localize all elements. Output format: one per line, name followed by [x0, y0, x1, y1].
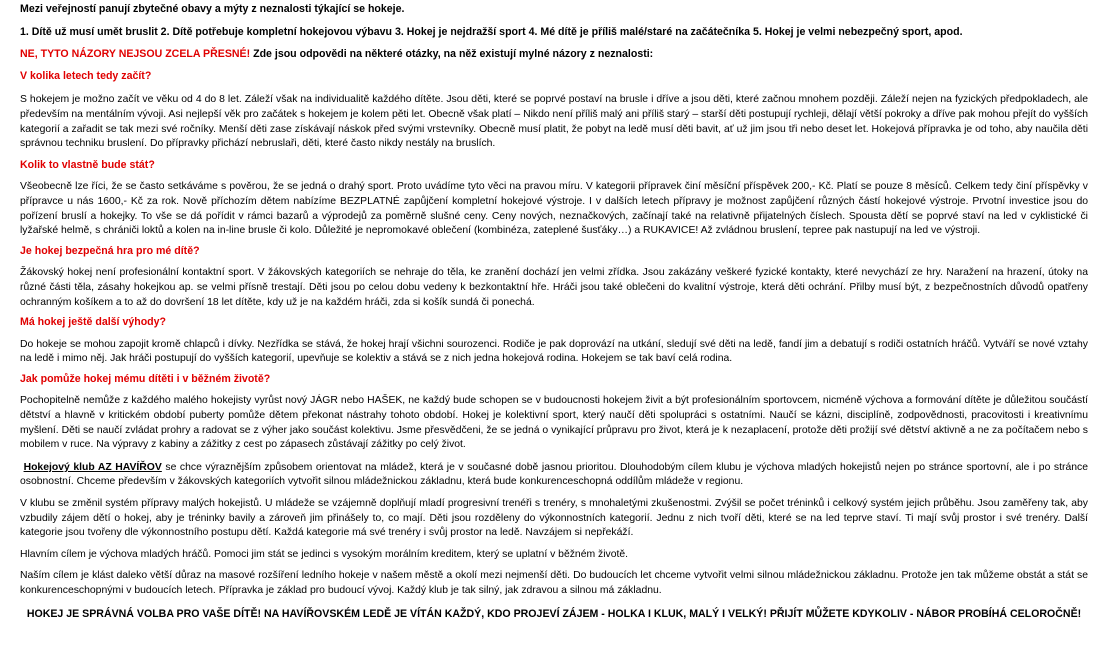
- section-text-life: Pochopitelně nemůže z každého malého hokejisty vyrůst nový JÁGR nebo HAŠEK, ne každý bude schopen se v budoucnosti hokejem živit a být profesionálním sportovcem, nicméně výchova a formování dítěte je důležitou součástí dětství a hlavně v kritickém období puberty pomůže dětem překonat nástrahy tohoto období. Hokej je kolektivní sport, který naučí děti spolupráci s ostatními. Naučí se kázni, disciplíně, zodpovědnosti, pracovitosti i kreativnímu myšlení. Děti se naučí zvládat prohry a radovat se z výher jako součást kolektivu. Jsme přesvědčeni, že se jedná o vynikající průpravu pro život, která je k nezaplacení, protože děti prožijí své dětství aktivně a ne za počítačem nebo s mobilem v ruce. Na výpravy z kabiny a zážitky z cest po zápasech zůstávají zážitky po celý život.: [20, 395, 1088, 451]
- section-heading-cost: Kolik to vlastně bude stát?: [20, 158, 155, 171]
- section-heading-safety: Je hokej bezpečná hra pro mé dítě?: [20, 244, 200, 257]
- club-paragraph: [20, 461, 1088, 490]
- club-paragraph-text: se chce výraznějším způsobem orientovat na mládež, která je v současné době jasnou prioritou. Dlouhodobým cílem klubu je výchova mladých hokejistů nejen po stránce sportovní, ale i po stránce osobnostní. Chceme především v žákovských kategoriích vytvořit silnou mládežnickou základnu, která bude konkurenceschopná oddílům mládeže v regionu.: [20, 461, 1088, 488]
- intro-answer-line: [20, 47, 1088, 62]
- base-paragraph: Naším cílem je klást daleko větší důraz na masové rozšíření ledního hokeje v našem městě a okolí mezi nejmenší děti. Do budoucích let chceme vytvořit velmi silnou mládežnickou základnu. Protože jen tak můžeme obstát a stát se konkurenceschopnými v budoucích letech. Přípravka je základ pro budoucí vývoj. Každý klub je tak silný, jak zdravou a silnou má základnu.: [20, 570, 1088, 596]
- section-text-cost: Všeobecně lze říci, že se často setkáváme s pověrou, že se jedná o drahý sport. Proto uvádíme tyto věci na pravou míru. V kategorii přípravek činí měsíční příspěvek 200,- Kč. Platí se pouze 8 měsíců. Celkem tedy činí příspěvky v přípravce u nás 1600,- Kč za rok. Nově příchozím dětem nabízíme BEZPLATNÉ zapůjčení kompletní hokejové výstroje. I v dalších letech přípravy je možnost zapůjčení různých částí hokejové výstroje. Prvotní investice jsou do pořízení bruslí a hokejky. To vše se dá pořídit v rámci bazarů a výprodejů za poměrně slušné ceny. Ceny nových, neznačkových, začínají také na relativně přijatelných číslech. Spousta dětí se poprvé staví na led v cyklistické či lyžařské helmě, s chrániči loktů a kolen na in-line brusle či kolo. Důležité je nepromokavé oblečení (kombinéza, zateplené šusťáky…) a RUKAVICE! Až zvládnou bruslení, tepree pak nastupují na led ve výstroji.: [20, 181, 1088, 237]
- section-text-age: S hokejem je možno začít ve věku od 4 do 8 let. Záleží však na individualitě každého dítěte. Jsou děti, které se poprvé postaví na brusle i dříve a jsou děti, které začnou mnohem později. Záleží nejen na fyzických předpokladech, ale především na mentálním vývoji. Asi nejlepší věk pro začátek s hokejem je kolem pěti let. Obecně však platí – Nikdo není příliš malý ani příliš starý – starší děti postupují rychleji, dělají větší pokroky a dříve pak mohou přejít do vyšších kategorií a zařadit se tak mezi své ročníky. Menší děti zase získávají náskok před svými vrstevníky. Obecně musí platit, že pobyt na ledě musí děti bavit, ať už jim jsou tři nebo deset let. Hokejová přípravka je od toho, aby naučila děti správnou techniku bruslení. Do přípravky přichází nebruslaři, děti, které často nikdy nestály na bruslích.: [20, 94, 1088, 150]
- section-text-safety: Žákovský hokej není profesionální kontaktní sport. V žákovských kategoriích se nehraje do těla, ke zranění dochází jen velmi zřídka. Jsou zakázány veškeré fyzické kontakty, které nevychází ze hry. Naražení na hrazení, útoky na různé části těla, zásahy hokejkou ap. se velmi přísně trestají. Děti jsou po celou dobu vedeny k bezkontaktní hře. Hráči jsou také oblečeni do kvalitní výstroje, která děti ochrání. Přilby musí být, z bezpečnostních důvodů opatřeny ochranným košíkem a to až do dovršení 18 let dítěte, kdy už je na každém hráči, zda si košík sundá či ponechá.: [20, 267, 1088, 308]
- section-heading-benefits: Má hokej ještě další výhody?: [20, 316, 167, 329]
- section-heading-life: Jak pomůže hokej mému dítěti i v běžném životě?: [20, 372, 271, 385]
- goal-paragraph: Hlavním cílem je výchova mladých hráčů. Pomoci jim stát se jedinci s vysokým morálním kreditem, který se uplatní v běžném životě.: [20, 548, 629, 560]
- intro-answer-rest: Zde jsou odpovědi na některé otázky, na něž existují mylné názory z neznalosti:: [250, 48, 654, 61]
- section-text-benefits: Do hokeje se mohou zapojit kromě chlapců i dívky. Nezřídka se stává, že hokej hrají všichni sourozenci. Rodiče je pak doprovází na utkání, sledují své děti na ledě, fandí jim a debatují s rodiči ostatních hráčů. Vytváří se nové vztahy na ledě i mimo něj. Jak hráči postupují do vyšších kategorií, upevňuje se kolektiv a stává se z nich jedna hokejová rodina. Hokejem se tak baví celá rodina.: [20, 338, 1088, 365]
- intro-myths-list: 1. Dítě už musí umět bruslit 2. Dítě potřebuje kompletní hokejovou výbavu 3. Hokej je nejdražší sport 4. Mé dítě je příliš malé/staré na začátečníka 5. Hokej je velmi nebezpečný sport, apod.: [20, 25, 963, 38]
- intro-answer-red: NE, TYTO NÁZORY NEJSOU ZCELA PŘESNÉ!: [20, 48, 251, 61]
- recruitment-banner: HOKEJ JE SPRÁVNÁ VOLBA PRO VAŠE DÍTĚ! NA HAVÍŘOVSKÉM LEDĚ JE VÍTÁN KAŽDÝ, KDO PROJEVÍ ZÁJEM - HOLKA I KLUK, MALÝ I VELKÝ! PŘIJÍT MŮŽETE KDYKOLIV - NÁBOR PROBÍHÁ CELOROČNĚ!: [26, 607, 1082, 620]
- intro-line-1: Mezi veřejností panují zbytečné obavy a mýty z neznalosti týkající se hokeje.: [20, 3, 405, 15]
- training-paragraph: V klubu se změnil systém přípravy malých hokejistů. U mládeže se vzájemně doplňují mladí progresivní trenéři s trenéry, s mnohaletými zkušenostmi. Zvýšil se počet tréninků i celkový systém jejich průběhu. Jsou zaměřeny tak, aby vzbudily zájem dětí o hokej, aby je tréninky bavily a zároveň jim přinášely to, co mají. Děti jsou rozděleny do výkonnostních kategorií. Jednu z nich tvoří děti, které se na led teprve staví. Ti mají svůj prostor i své trenéry. Další kategorie jsou tvořeny dle výkonnostního postupu dětí. Každá kategorie má své trenéry i svůj prostor na ledě. Navzájem si nepřekáží.: [20, 498, 1088, 539]
- section-heading-age: V kolika letech tedy začít?: [20, 69, 152, 82]
- club-link[interactable]: Hokejový klub AZ HAVÍŘOV: [23, 461, 162, 473]
